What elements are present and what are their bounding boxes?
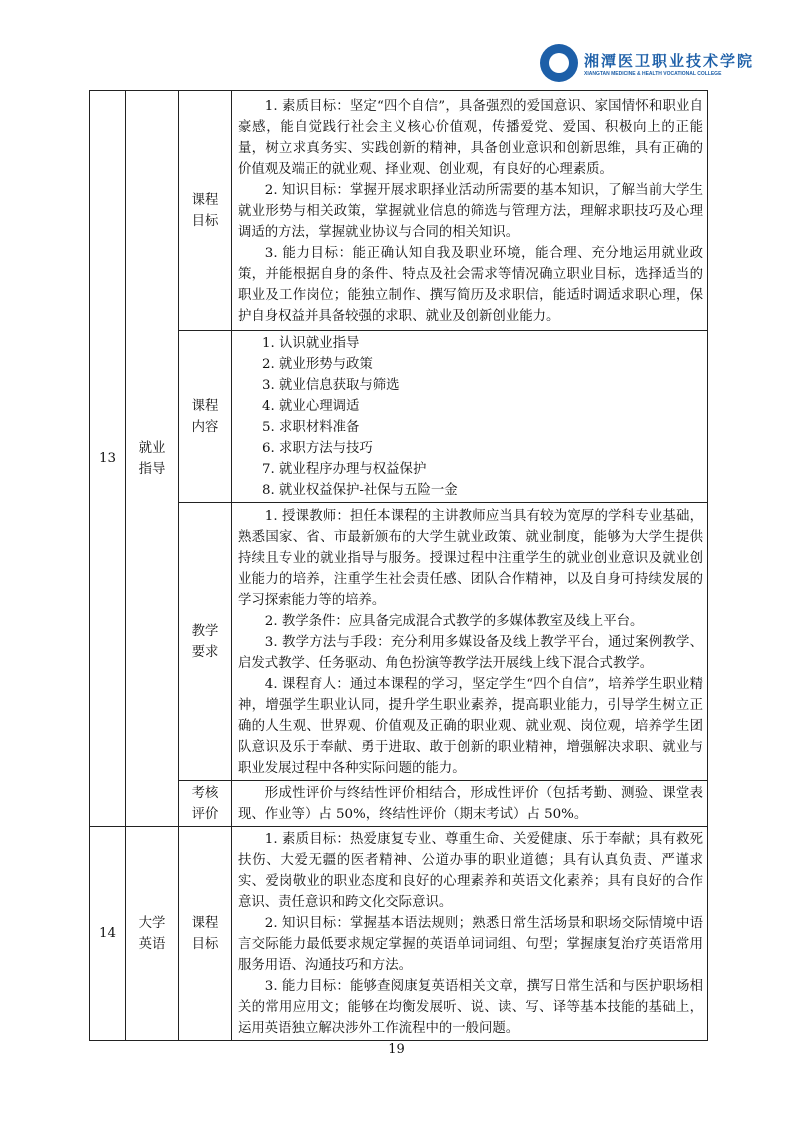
content-item: 5. 求职材料准备 [262,420,360,435]
logo-name-cn: 湘潭医卫职业技术学院 [584,51,755,70]
teaching-requirements [232,503,708,781]
content-item: 3. 就业信息获取与筛选 [262,378,400,393]
goals-content [232,91,708,331]
goal-item: 3. 能力目标：能正确认知自我及职业环境，能合理、充分地运用就业政策，并能根据自身的条件、特点及社会需求等情况确立职业目标，选择适当的职业及工作岗位；能独立制作、撰写简历及求职信，能适时调适求职心理，保护自身权益并具备较强的求职、就业及创新创业能力。 [238,245,703,324]
course-number: 14 [90,827,126,1041]
course-name: 就业指导 [126,91,179,827]
table-row [90,503,708,781]
content-item: 6. 求职方法与技巧 [262,441,373,456]
label-content: 课程内容 [179,331,232,503]
logo-name-en: XIANGTAN MEDICINE & HEALTH VOCATIONAL COLLEGE [584,70,722,77]
goal-item: 2. 知识目标：掌握基本语法规则；熟悉日常生活场景和职场交际情境中语言交际能力最低要求规定掌握的英语单词词组、句型；掌握康复治疗英语常用服务用语、沟通技巧和方法。 [238,916,703,973]
requirement-item: 2. 教学条件：应具备完成混合式教学的多媒体教室及线上平台。 [264,613,644,629]
label-goals: 课程目标 [179,827,232,1041]
table-row [90,827,708,1041]
college-seal-icon [540,44,578,82]
page-number: 19 [388,1042,405,1057]
content-item: 7. 就业程序办理与权益保护 [262,462,427,477]
requirement-item: 3. 教学方法与手段：充分利用多媒设备及线上教学平台，通过案例教学、启发式教学、任务驱动、角色扮演等教学法开展线上线下混合式教学。 [238,634,703,671]
table-row [90,781,708,827]
goals-content [232,827,708,1041]
course-number: 13 [90,91,126,827]
evaluation-content [232,781,708,827]
content-item: 2. 就业形势与政策 [262,357,373,372]
content-item: 4. 就业心理调适 [262,399,360,414]
evaluation-text: 形成性评价与终结性评价相结合，形成性评价（包括考勤、测验、课堂表现、作业等）占 50%，终结性评价（期末考试）占 50%。 [238,786,703,822]
content-item: 1. 认识就业指导 [262,336,360,351]
label-goals: 课程目标 [179,91,232,331]
table-row [90,331,708,503]
label-requirements: 教学要求 [179,503,232,781]
goal-item: 3. 能力目标：能够查阅康复英语相关文章，撰写日常生活和与医护职场相关的常用应用文；能够在均衡发展听、说、读、写、译等基本技能的基础上，运用英语独立解决涉外工作流程中的一般问题。 [238,979,703,1036]
goal-item: 2. 知识目标：掌握开展求职择业活动所需要的基本知识，了解当前大学生就业形势与相关政策，掌握就业信息的筛选与管理方法，理解求职技巧及心理调适的方法，掌握就业协议与合同的相关知识。 [238,182,703,240]
table-row [90,91,708,331]
college-logo [540,44,754,82]
goal-item: 1. 素质目标：坚定“四个自信”，具备强烈的爱国意识、家国情怀和职业自豪感，能自觉践行社会主义核心价值观，传播爱党、爱国、积极向上的正能量，树立求真务实、实践创新的精神，具备创业意识和创新思维，具有正确的价值观及端正的就业观、择业观、创业观，有良好的心理素质。 [238,98,703,177]
content-item: 8. 就业权益保护-社保与五险一金 [262,483,458,498]
course-content [232,331,708,503]
requirement-item: 4. 课程育人：通过本课程的学习，坚定学生“四个自信”，培养学生职业精神，增强学生职业认同，提升学生职业素养，提高职业能力，引导学生树立正确的人生观、世界观、价值观及正确的职业观、就业观、岗位观，培养学生团队意识及乐于奉献、勇于进取、敢于创新的职业精神，增强解决求职、就业与职业发展过程中各种实际问题的能力。 [238,676,703,776]
label-evaluation: 考核评价 [179,781,232,827]
curriculum-table [89,90,708,1041]
course-name: 大学英语 [126,827,179,1041]
goal-item: 1. 素质目标：热爱康复专业、尊重生命、关爱健康、乐于奉献；具有救死扶伤、大爱无疆的医者精神、公道办事的职业道德；具有认真负责、严谨求实、爱岗敬业的职业态度和良好的心理素养和英语文化素养；具有良好的合作意识、责任意识和跨文化交际意识。 [238,832,703,910]
requirement-item: 1. 授课教师：担任本课程的主讲教师应当具有较为宽厚的学科专业基础，熟悉国家、省、市最新颁布的大学生就业政策、就业制度，能够为大学生提供持续且专业的就业指导与服务。授课过程中注重学生的就业创业意识及就业创业能力的培养，注重学生社会责任感、团队合作精神，以及自身可持续发展的学习探索能力等的培养。 [238,508,703,608]
